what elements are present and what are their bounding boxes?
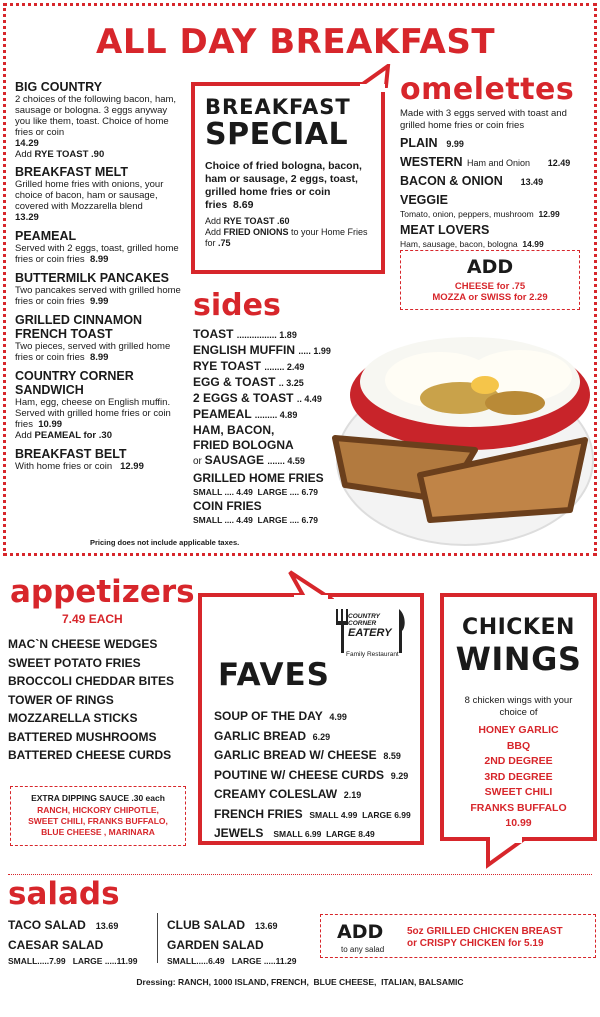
item-name: TOAST <box>193 327 234 341</box>
item-name: SOUP OF THE DAY <box>214 709 323 723</box>
item-name: GRILLED CINNAMON FRENCH TOAST <box>15 313 143 341</box>
salads-col2 <box>167 916 296 968</box>
list-item: MOZZARELLA STICKS <box>8 711 138 725</box>
logo-text <box>348 613 400 639</box>
ham-or: or <box>193 456 205 467</box>
wings-box-tail <box>484 837 530 869</box>
special-price: 8.69 <box>233 199 254 211</box>
list-item <box>193 327 343 343</box>
wings-title-1: CHICKEN <box>462 615 575 640</box>
list-item <box>214 824 424 844</box>
item-name: GARLIC BREAD W/ CHEESE <box>214 748 377 762</box>
item-price: 12.49 <box>547 158 571 168</box>
list-item <box>15 369 185 441</box>
special-add1-prefix: Add <box>205 216 224 226</box>
salads-col1 <box>8 916 137 968</box>
item-price: .. 4.49 <box>296 394 322 404</box>
list-item <box>214 707 424 727</box>
special-add2: FRIED ONIONS <box>223 227 289 237</box>
item-price: 13.49 <box>520 177 544 187</box>
item-price: 13.69 <box>95 921 119 931</box>
omelette-add-box <box>400 250 580 310</box>
sides-title: sides <box>193 288 281 323</box>
item-price: ................ 1.89 <box>236 330 297 340</box>
special-add1: RYE TOAST .60 <box>223 216 290 226</box>
item-name: PLAIN <box>400 136 438 150</box>
item-name: WESTERN <box>400 155 463 169</box>
list-item <box>214 766 424 786</box>
salad-add-line2: or CRISPY CHICKEN for 5.19 <box>407 938 544 949</box>
home-fries: GRILLED HOME FRIES <box>193 471 324 485</box>
item-name: EGG & TOAST <box>193 375 276 389</box>
list-item: TOWER OF RINGS <box>8 692 114 707</box>
special-add2-prefix: Add <box>205 227 224 237</box>
special-add2-suffix: to your Home Fries for <box>205 227 368 248</box>
salads-divider <box>8 874 592 875</box>
faves-box <box>198 593 424 845</box>
item-desc: Two pancakes served with grilled home fries or coin fries <box>15 285 181 307</box>
list-item: BATTERED CHEESE CURDS <box>8 748 172 762</box>
item-price: 13.29 <box>15 212 39 223</box>
col2-sizes: SMALL.....6.49 LARGE .....11.29 <box>167 956 297 966</box>
list-item <box>193 343 343 359</box>
item-name: MEAT LOVERS <box>400 223 490 237</box>
item-price: .. 3.25 <box>278 378 304 388</box>
breakfast-title: ALL DAY BREAKFAST <box>96 22 496 62</box>
wings-desc: 8 chicken wings with your choice of <box>464 695 573 718</box>
item-price: 12.99 <box>120 461 144 472</box>
item-name: BREAKFAST BELT <box>15 447 127 461</box>
special-desc: Choice of fried bologna, bacon, ham or sausage, 2 eggs, toast, grilled home fries or coin fries <box>205 160 362 211</box>
list-item <box>193 407 343 423</box>
item-name: JEWELS <box>214 826 264 840</box>
faves-box-tail <box>288 570 334 600</box>
item-name: BIG COUNTRY <box>15 80 103 94</box>
logo-line3: EATERY <box>348 627 392 639</box>
item-name: RYE TOAST <box>193 359 262 373</box>
special-title-2: SPECIAL <box>205 117 349 152</box>
omelette-add-title: ADD <box>466 256 514 278</box>
list-item <box>167 936 296 955</box>
item-price: 8.99 <box>89 254 109 265</box>
item-price: 12.99 <box>538 209 560 219</box>
ham-line3: SAUSAGE <box>204 453 265 467</box>
dip-title: EXTRA DIPPING SAUCE .30 each <box>31 793 165 803</box>
coin-fries: COIN FRIES <box>193 499 262 513</box>
item-name: VEGGIE <box>400 193 448 207</box>
item-name: CLUB SALAD <box>167 918 245 932</box>
item-price: ..... 1.99 <box>298 346 331 356</box>
ham-line1: HAM, BACON, <box>193 423 275 437</box>
ham-price: ....... 4.59 <box>267 456 305 466</box>
list-item <box>400 174 592 189</box>
sides-list <box>193 327 343 527</box>
item-price: 8.99 <box>89 352 109 363</box>
item-desc: Served with 2 eggs, toast, grilled home fries or coin fries <box>15 243 179 265</box>
item-name: PEAMEAL <box>15 229 77 243</box>
item-name: 2 EGGS & TOAST <box>193 391 294 405</box>
logo-line2: CORNER <box>348 620 377 627</box>
list-item <box>15 271 185 307</box>
ham-line2: FRIED BOLOGNA <box>193 438 294 452</box>
item-name: CAESAR SALAD <box>8 937 104 952</box>
breakfast-special-box <box>191 82 385 274</box>
salad-add-line1: 5oz GRILLED CHICKEN BREAST <box>407 926 563 937</box>
dip-line1: RANCH, HICKORY CHIPOTLE, <box>37 805 159 815</box>
item-name: POUTINE W/ CHEESE CURDS <box>214 767 385 782</box>
logo-line4: Family Restaurant <box>346 651 399 658</box>
item-name: ENGLISH MUFFIN <box>193 343 295 357</box>
pricing-note: Pricing does not include applicable taxes. <box>90 538 240 547</box>
salad-add-sub: to any salad <box>341 945 385 954</box>
list-item <box>167 916 296 936</box>
item-desc: Grilled home fries with onions, your choice of bacon, ham or sausage, covered with Mozzarella blend <box>15 179 164 212</box>
list-item: 3RD DEGREE <box>484 770 553 783</box>
list-item <box>8 936 137 955</box>
item-price: 9.99 <box>446 139 464 149</box>
breakfast-list <box>15 80 185 472</box>
list-item <box>15 80 185 160</box>
list-item: BROCCOLI CHEDDAR BITES <box>8 674 175 688</box>
item-price: 6.29 <box>312 731 331 742</box>
salad-add-box <box>320 914 596 958</box>
faves-list <box>214 707 424 844</box>
list-item: 2ND DEGREE <box>484 755 553 767</box>
dip-line3: BLUE CHEESE , MARINARA <box>41 827 155 837</box>
item-price: 9.99 <box>89 296 109 307</box>
special-box-tail <box>360 64 400 94</box>
logo <box>334 607 414 667</box>
list-item <box>400 136 592 151</box>
salads-title: salads <box>8 876 120 912</box>
logo-line1: COUNTRY <box>348 613 381 620</box>
item-desc: Ham, egg, cheese on English muffin. Served with grilled home fries or coin fries <box>15 397 171 430</box>
list-item <box>400 155 592 170</box>
item-name: BUTTERMILK PANCAKES <box>15 271 169 285</box>
item-price: 4.99 <box>329 712 347 722</box>
list-item <box>15 313 185 363</box>
list-item <box>8 916 137 936</box>
item-name: CREAMY COLESLAW <box>214 787 338 801</box>
item-name: TACO SALAD <box>8 918 86 932</box>
addon: PEAMEAL for .30 <box>34 430 112 441</box>
coin-fries-price: SMALL .... 4.49 LARGE .... 6.79 <box>193 515 319 525</box>
item-name: GARDEN SALAD <box>167 937 264 952</box>
addon-prefix: Add <box>15 149 35 160</box>
home-fries-price: SMALL .... 4.49 LARGE .... 6.79 <box>193 487 319 497</box>
item-price: 14.29 <box>15 138 39 149</box>
list-item: FRANKS BUFFALO <box>470 801 567 814</box>
item-price: ......... 4.89 <box>254 410 298 420</box>
addon: RYE TOAST .90 <box>34 149 105 160</box>
list-item <box>400 193 592 221</box>
item-price: SMALL 6.99 LARGE 8.49 <box>273 829 375 839</box>
item-name: BACON & ONION <box>400 174 503 188</box>
list-item: SWEET POTATO FRIES <box>8 655 141 670</box>
list-item <box>214 785 424 805</box>
appetizers-list <box>8 635 174 765</box>
wings-box <box>440 593 597 841</box>
dip-line2: SWEET CHILI, FRANKS BUFFALO, <box>28 816 168 826</box>
item-price: SMALL 4.99 LARGE 6.99 <box>309 809 411 820</box>
item-name: PEAMEAL <box>193 407 252 421</box>
item-desc: Two pieces, served with grilled home fries or coin fries <box>15 341 171 363</box>
list-item <box>214 746 424 766</box>
omelette-add-line1: CHEESE for .75 <box>454 281 526 292</box>
item-name: GARLIC BREAD <box>214 728 306 743</box>
item-name: FRENCH FRIES <box>214 806 303 821</box>
item-price: 10.99 <box>38 419 63 430</box>
item-detail: Ham, sausage, bacon, bologna <box>400 239 518 249</box>
list-item <box>214 805 424 825</box>
appetizers-price-each: 7.49 EACH <box>62 612 123 626</box>
list-item: BATTERED MUSHROOMS <box>8 729 157 744</box>
faves-title: FAVES <box>218 657 331 693</box>
list-item <box>15 447 185 472</box>
addon-prefix: Add <box>15 430 35 441</box>
list-item <box>15 229 185 265</box>
item-price: ........ 2.49 <box>264 362 305 372</box>
omelette-add-line2: MOZZA or SWISS for 2.29 <box>432 292 548 303</box>
special-title-1: BREAKFAST <box>205 95 351 119</box>
omelettes-list <box>400 136 592 251</box>
list-item <box>193 375 343 391</box>
salad-add-title: ADD <box>337 921 384 943</box>
list-item: BBQ <box>506 739 531 752</box>
item-price: 8.59 <box>383 751 401 761</box>
wings-title-2: WINGS <box>455 640 582 678</box>
list-item <box>214 727 424 747</box>
list-item <box>193 359 343 375</box>
omelettes-desc: Made with 3 eggs served with toast and grilled home fries or coin fries <box>400 108 567 131</box>
item-name: COUNTRY CORNER SANDWICH <box>15 369 134 397</box>
appetizers-title: appetizers <box>10 574 195 610</box>
salads-col-divider <box>157 913 158 963</box>
wings-price: 10.99 <box>505 817 532 829</box>
list-item: MAC`N CHEESE WEDGES <box>8 637 158 651</box>
dipping-sauce-box <box>10 786 186 846</box>
dressing-note: Dressing: RANCH, 1000 ISLAND, FRENCH, BLUE CHEESE, ITALIAN, BALSAMIC <box>136 977 464 987</box>
item-desc: 2 choices of the following bacon, ham, sausage or bologna. 3 eggs anyway you like them, toast. Choice of home fries or coin <box>15 94 177 138</box>
omelettes-title: omelettes <box>400 72 575 107</box>
item-detail: Tomato, onion, peppers, mushroom <box>400 209 534 219</box>
item-price: 9.29 <box>390 770 409 781</box>
item-detail: Ham and Onion <box>466 158 530 168</box>
item-price: 14.99 <box>522 239 544 249</box>
list-item <box>15 165 185 223</box>
list-item: SWEET CHILI <box>484 786 553 798</box>
list-item <box>400 223 592 251</box>
list-item <box>193 391 343 407</box>
plate-photo <box>300 310 596 555</box>
item-name: BREAKFAST MELT <box>15 165 128 179</box>
list-item: HONEY GARLIC <box>478 724 559 736</box>
special-add2-price: .75 <box>218 238 231 248</box>
item-desc: With home fries or coin <box>15 461 113 472</box>
item-price: 2.19 <box>343 790 362 800</box>
item-price: 13.69 <box>255 921 278 931</box>
col1-sizes: SMALL.....7.99 LARGE .....11.99 <box>8 956 138 966</box>
